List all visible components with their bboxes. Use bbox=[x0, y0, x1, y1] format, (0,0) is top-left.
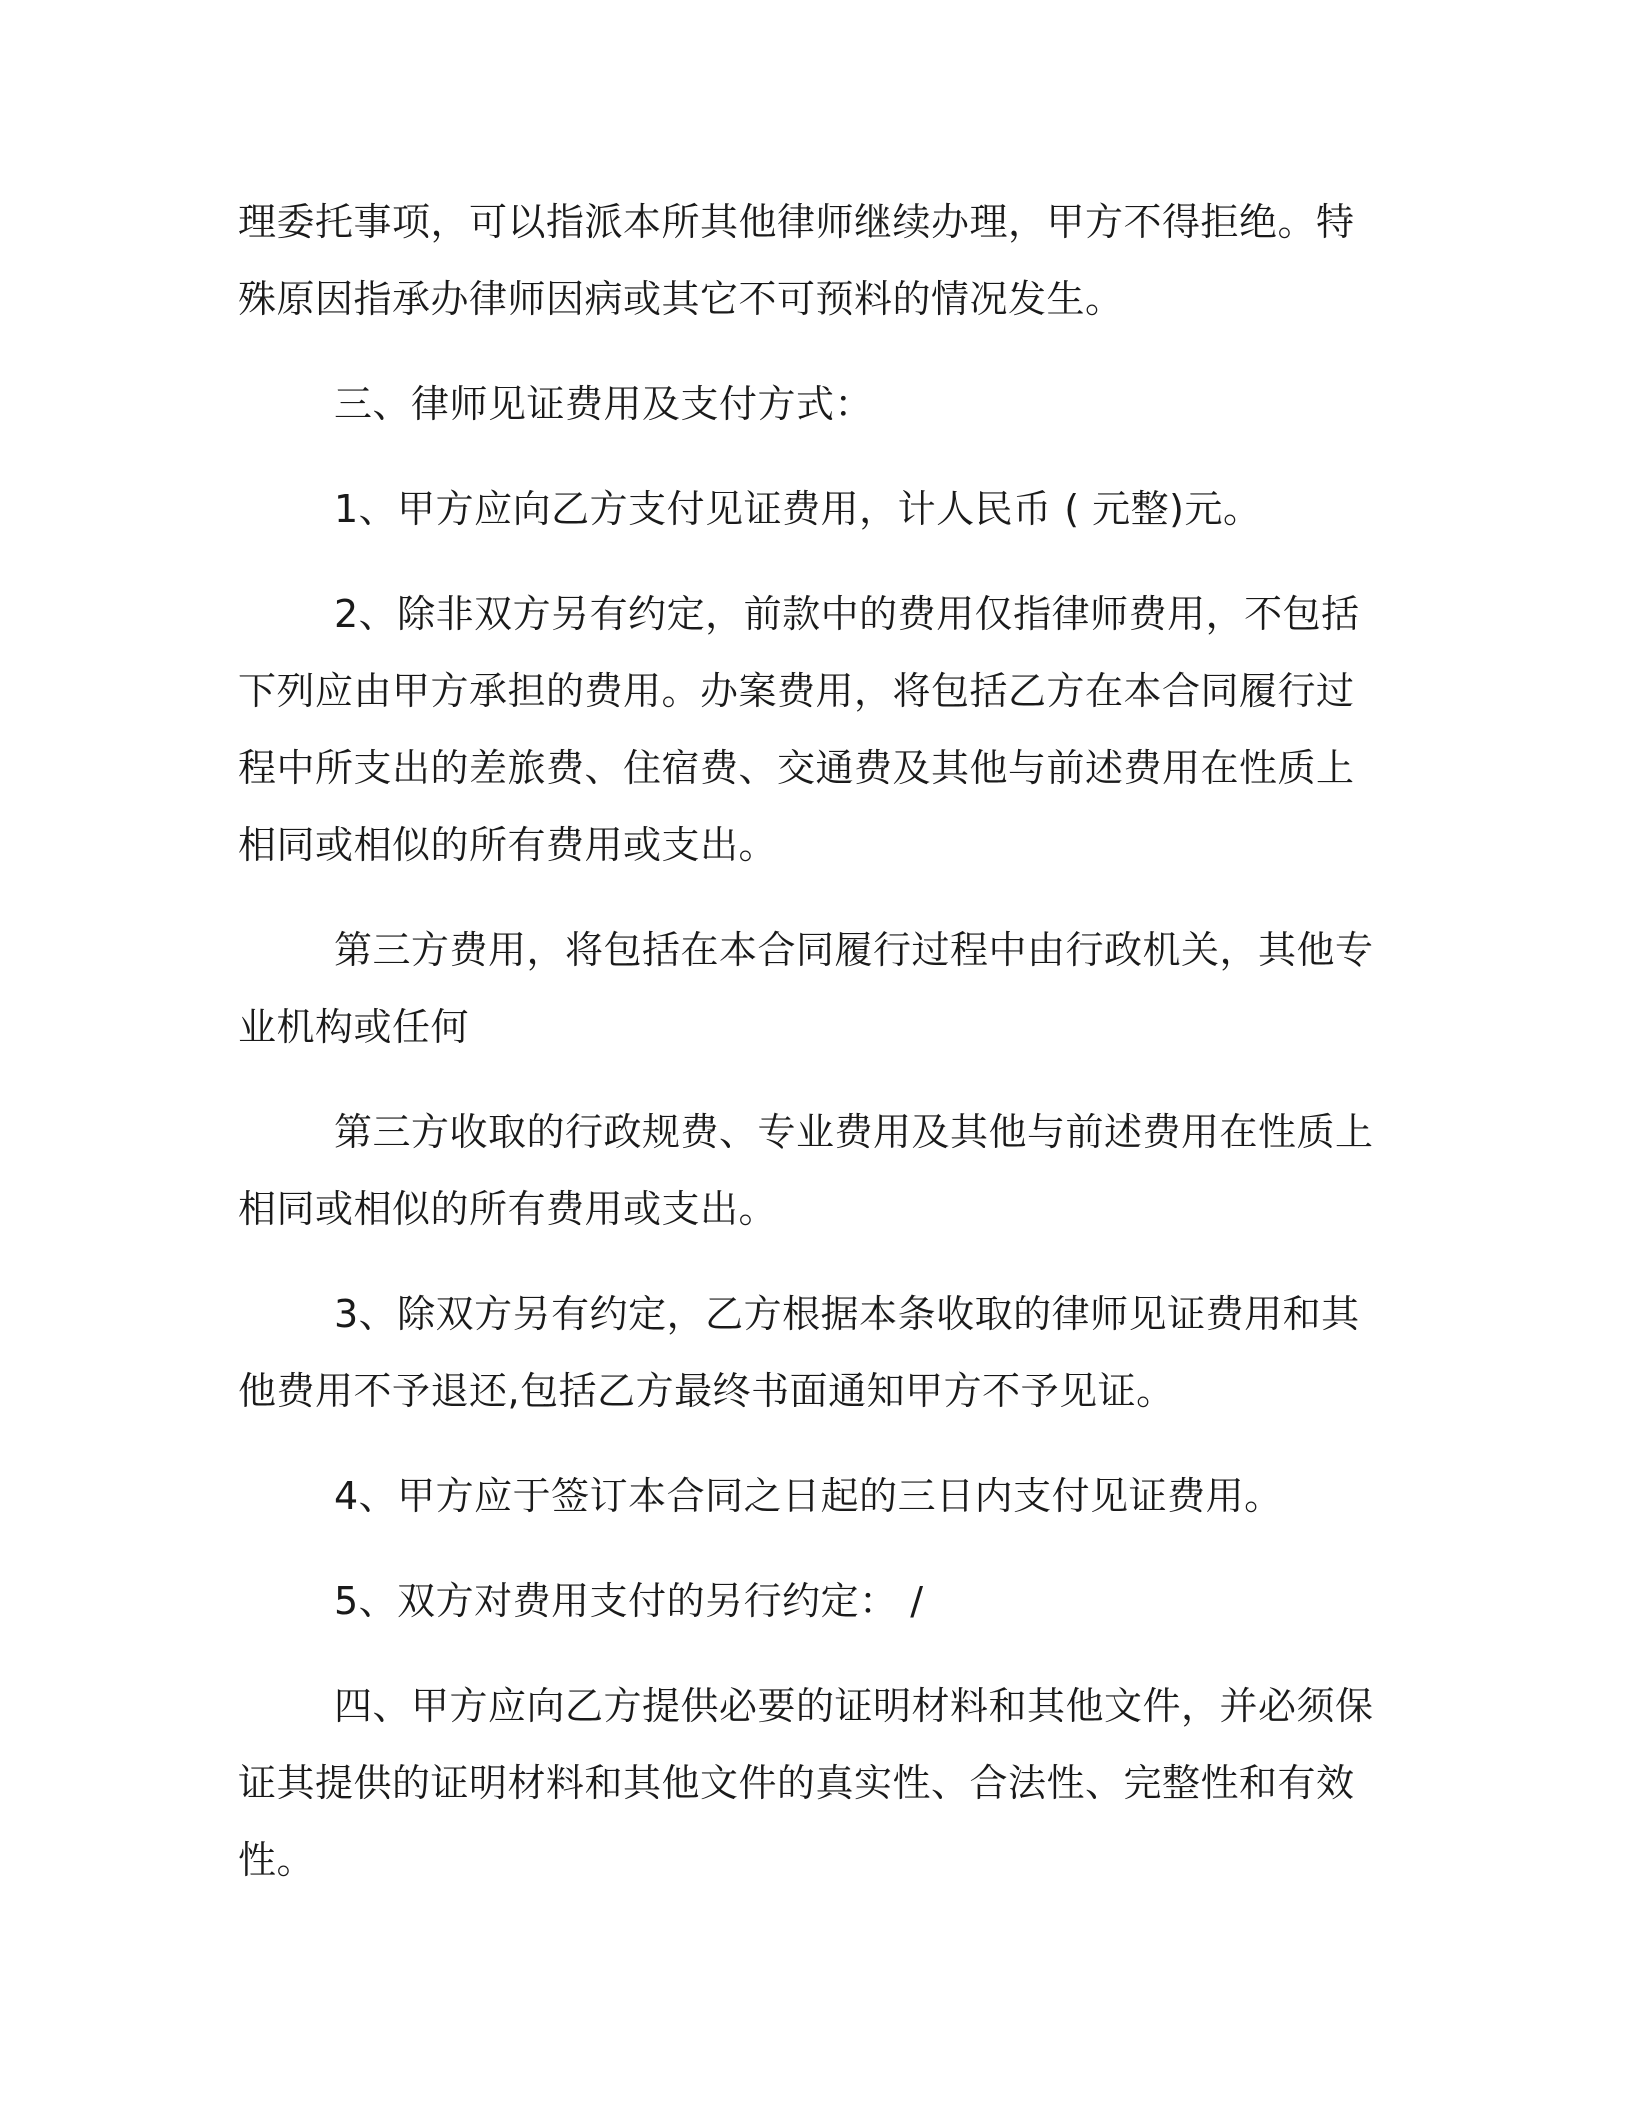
paragraph-third-party-charges: 第三方收取的行政规费、专业费用及其他与前述费用在性质上相同或相似的所有费用或支出。 bbox=[238, 1110, 1374, 1231]
clause-other-agreement: 5、双方对费用支付的另行约定： / bbox=[334, 1579, 924, 1623]
clause-fee-amount: 1、甲方应向乙方支付见证费用，计人民币 ( 元整)元。 bbox=[334, 487, 1262, 531]
clause-no-refund: 3、除双方另有约定，乙方根据本条收取的律师见证费用和其他费用不予退还,包括乙方最终书面通知甲方不予见证。 bbox=[238, 1292, 1360, 1413]
section-heading-documents: 四、甲方应向乙方提供必要的证明材料和其他文件，并必须保证其提供的证明材料和其他文件的真实性、合法性、完整性和有效性。 bbox=[238, 1684, 1374, 1882]
clause-payment-deadline: 4、甲方应于签订本合同之日起的三日内支付见证费用。 bbox=[334, 1474, 1283, 1518]
section-heading-fees: 三、律师见证费用及支付方式： bbox=[334, 382, 874, 426]
clause-fee-scope: 2、除非双方另有约定，前款中的费用仅指律师费用，不包括下列应由甲方承担的费用。办案费用，将包括乙方在本合同履行过程中所支出的差旅费、住宿费、交通费及其他与前述费用在性质上相同或相似的所有费用或支出。 bbox=[238, 592, 1360, 867]
paragraph-continuation: 理委托事项，可以指派本所其他律师继续办理，甲方不得拒绝。特殊原因指承办律师因病或其它不可预料的情况发生。 bbox=[238, 200, 1355, 321]
paragraph-third-party-fees: 第三方费用，将包括在本合同履行过程中由行政机关，其他专业机构或任何 bbox=[238, 928, 1374, 1049]
document-body bbox=[238, 184, 1384, 1899]
